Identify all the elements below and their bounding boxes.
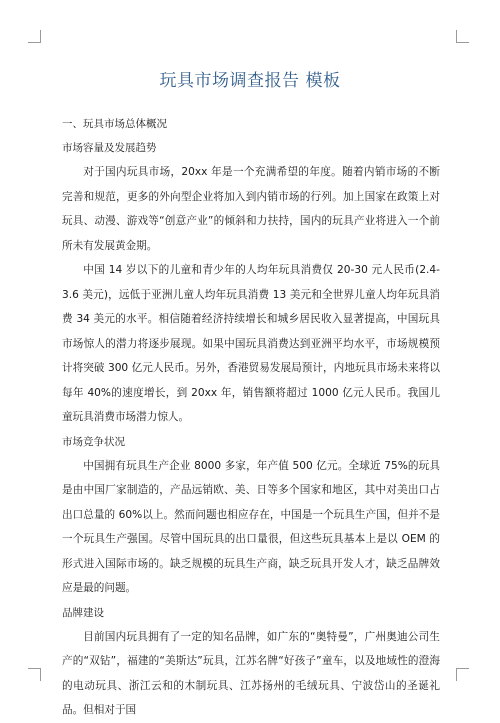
- paragraph: 中国拥有玩具生产企业 8000 多家，年产值 500 亿元。全球近 75%的玩具是由中国厂家制造的，产品远销欧、美、日等多个国家和地区，其中对美出口占出口总量的 60%以上。然而问题也相应存在，中国是一个玩具生产国，但并不是一个玩具生产强国。尽管中国玩具的出口量很，但这些玩具基本上是以 OEM 的形式进入国际市场的。缺乏规模的玩具生产商，缺乏玩具开发人才，缺乏品牌效应是最的问题。: [62, 459, 440, 594]
- document-title: 玩具市场调查报告 模板: [159, 71, 341, 91]
- crop-mark-top-left: [28, 30, 41, 43]
- subsection-heading: 品牌建设: [62, 606, 104, 619]
- crop-mark-bottom-left: [28, 668, 41, 681]
- crop-mark-top-right: [456, 30, 469, 43]
- subsection-heading: 市场竞争状况: [62, 435, 125, 448]
- subsection-heading: 市场容量及发展趋势: [62, 142, 157, 154]
- crop-mark-bottom-right: [456, 668, 469, 681]
- section-heading: 一、玩具市场总体概况: [62, 118, 167, 130]
- document-body: [62, 112, 440, 723]
- paragraph: 对于国内玩具市场，20xx 年是一个充满希望的年度。随着内销市场的不断完善和规范，更多的外向型企业将加入到内销市场的行列。加上国家在政策上对玩具、动漫、游戏等“创意产业”的倾斜和力扶持，国内的玩具产业将进入一个前所未有发展黄金期。: [62, 166, 440, 252]
- paragraph: 中国 14 岁以下的儿童和青少年的人均年玩具消费仅 20-30 元人民币(2.4-3.6 美元)，远低于亚洲儿童人均年玩具消费 13 美元和全世界儿童人均年玩具消费 34 美元的水平。相信随着经济持续增长和城乡居民收入显著提高，中国玩具市场惊人的潜力将逐步展现。如果中国玩具消费达到亚洲平均水平，市场规模预计将突破 300 亿元人民币。另外，香港贸易发展局预计，内地玩具市场未来将以每年 40%的速度增长，到 20xx 年，销售额将超过 1000 亿元人民币。我国儿童玩具消费市场潜力惊人。: [62, 264, 440, 423]
- paragraph: 目前国内玩具拥有了一定的知名品牌，如广东的“奥特曼”，广州奥迪公司生产的“双钻”，福建的“美斯达”玩具，江苏名牌“好孩子”童车，以及地域性的澄海的电动玩具、浙江云和的木制玩具、江苏扬州的毛绒玩具、宁波岱山的圣诞礼品。但相对于国: [62, 630, 440, 716]
